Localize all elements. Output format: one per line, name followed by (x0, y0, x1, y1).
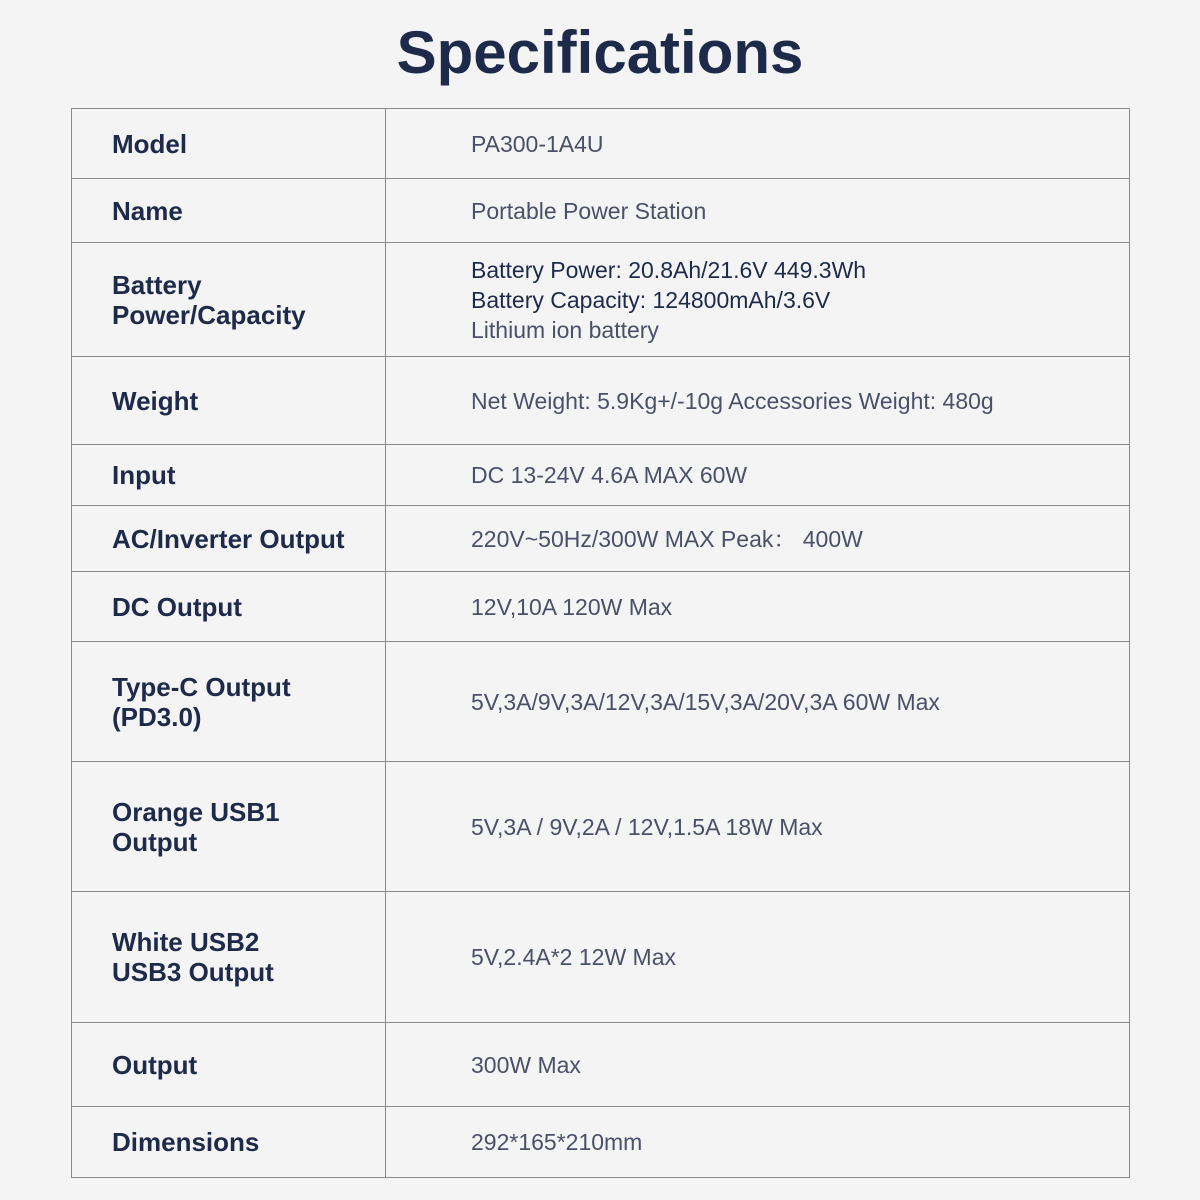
specifications-table (71, 108, 1130, 1178)
spec-row-input (72, 445, 1130, 506)
spec-label-line: Battery (112, 269, 202, 300)
spec-label-line: Model (112, 128, 188, 159)
spec-label (72, 243, 386, 357)
spec-label-line: Orange USB1 (112, 796, 280, 827)
spec-label-line: Weight (112, 385, 199, 416)
spec-value-line: 300W Max (471, 1051, 581, 1078)
spec-label-line: Type-C Output (112, 671, 291, 702)
spec-value-line: 12V,10A 120W Max (471, 593, 673, 620)
spec-label-line: Name (112, 195, 183, 226)
spec-value-line: Battery Capacity: 124800mAh/3.6V (471, 286, 831, 313)
spec-row-weight (72, 357, 1130, 445)
spec-value (386, 506, 1130, 572)
spec-value-line: Portable Power Station (471, 197, 707, 224)
spec-label (72, 642, 386, 762)
spec-label-line: Output (112, 1049, 198, 1080)
spec-row-name (72, 179, 1130, 243)
spec-value (386, 179, 1130, 243)
spec-row-battery (72, 243, 1130, 357)
spec-label-line: Power/Capacity (112, 299, 306, 330)
spec-value (386, 642, 1130, 762)
spec-value-line: 292*165*210mm (471, 1129, 643, 1155)
spec-row-dc-output (72, 572, 1130, 642)
spec-value (386, 572, 1130, 642)
spec-label-line: AC/Inverter Output (112, 523, 345, 554)
spec-value-line: Net Weight: 5.9Kg+/-10g Accessories Weight: 480g (471, 387, 994, 414)
spec-value-line: 5V,3A/9V,3A/12V,3A/15V,3A/20V,3A 60W Max (471, 688, 940, 715)
spec-value (386, 243, 1130, 357)
spec-label (72, 109, 386, 179)
spec-row-type-c-output (72, 642, 1130, 762)
spec-value-line: 5V,3A / 9V,2A / 12V,1.5A 18W Max (471, 813, 823, 840)
spec-row-ac-output (72, 506, 1130, 572)
spec-label (72, 1107, 386, 1178)
spec-value (386, 1023, 1130, 1107)
spec-value-line: 220V~50Hz/300W MAX Peak： 400W (471, 525, 863, 552)
spec-label (72, 762, 386, 892)
spec-value-line: Battery Power: 20.8Ah/21.6V 449.3Wh (471, 256, 867, 283)
spec-row-output (72, 1023, 1130, 1107)
spec-label (72, 506, 386, 572)
page-title: Specifications (396, 19, 804, 86)
spec-value (386, 1107, 1130, 1178)
spec-label-line: USB3 Output (112, 957, 274, 987)
spec-value-line: PA300-1A4U (471, 130, 604, 157)
spec-label (72, 179, 386, 243)
spec-label-line: Output (112, 826, 198, 857)
spec-label (72, 1023, 386, 1107)
spec-label (72, 892, 386, 1023)
spec-label (72, 445, 386, 506)
spec-row-dimensions (72, 1107, 1130, 1178)
spec-row-model (72, 109, 1130, 179)
spec-label-line: DC Output (112, 591, 242, 622)
spec-value (386, 762, 1130, 892)
spec-row-white-usb (72, 892, 1130, 1023)
spec-value (386, 445, 1130, 506)
spec-value-line: DC 13-24V 4.6A MAX 60W (471, 462, 748, 488)
spec-row-orange-usb1 (72, 762, 1130, 892)
spec-label-line: Dimensions (112, 1127, 260, 1157)
spec-label-line: Input (112, 460, 176, 490)
spec-value (386, 357, 1130, 445)
spec-value-line: Lithium ion battery (471, 316, 659, 343)
spec-value-line: 5V,2.4A*2 12W Max (471, 944, 676, 970)
spec-label-line: (PD3.0) (112, 701, 202, 732)
spec-label (72, 357, 386, 445)
spec-value (386, 109, 1130, 179)
spec-label (72, 572, 386, 642)
spec-label-line: White USB2 (112, 927, 260, 957)
spec-value (386, 892, 1130, 1023)
